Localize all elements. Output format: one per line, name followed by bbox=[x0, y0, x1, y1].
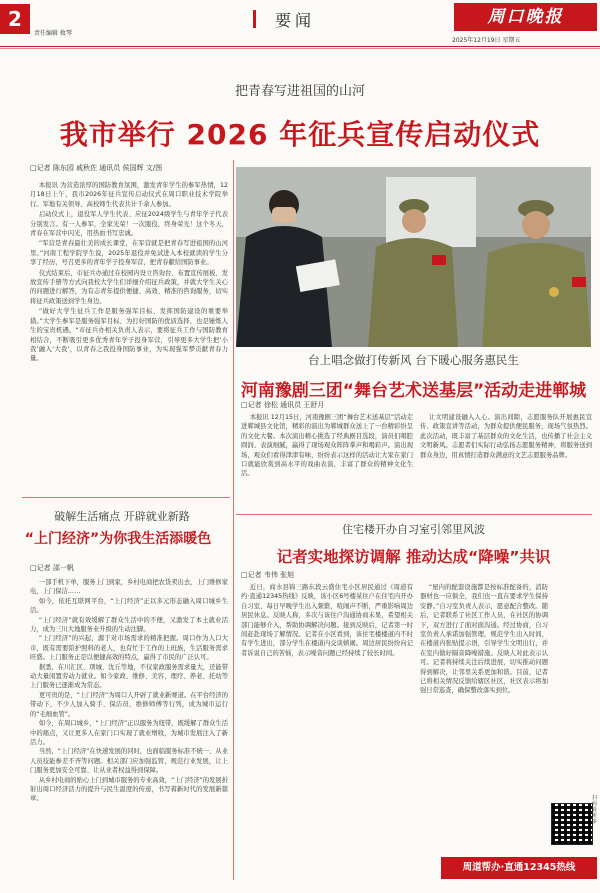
economy-paragraph: 更可贵的是，“上门经济”为周口人开辟了就业新赛道。在平台经济的带动下，不少人加入骑手、保洁员、维修师傅等行列，成为城市运行的“毛细血管”。 bbox=[30, 691, 228, 718]
economy-paragraph: 从乡村电商的贴心上门到城市服务的专业高效，“上门经济”的发展折射出周口经济活力的提升与民生温度的传递，书写着新时代的发展新篇章。 bbox=[30, 776, 228, 803]
lead-kicker: 把青春写进祖国的山河 bbox=[234, 84, 365, 99]
lead-paragraph: “做好大学生征兵工作是服务强军目标、发挥国防建设的重要举措。”大学生参军是服务强军目标、为打好国防的优质选择，也是锤炼人生的宝贵机遇。“市征兵办相关负责人表示，要将征兵工作与国防教育相结合，不断吸引更多优秀青年学子投身军营，引导更多大学生把‘小我’融入‘大我’，以青春之我投身国防事业，为实现强军梦贡献青春力量。 bbox=[30, 308, 228, 363]
interview-body-col1: 近日，商水县锦三路东段云盛住宅小区居民通过《周道有约·直通12345热线》反映，该小区6号楼某住户在住宅内开办自习室，每日早晚学生出入频繁，喧闹声不断，严重影响周边居民休息。反映人称，多次与该住户沟通协商未果，希望相关部门能够介入，帮助协调解决问题。接到反映后，记者第一时间赶赴现场了解情况。记者在小区看到，该住宅楼楼道内不时有学生进出，部分学生在楼道内交谈嬉闹。周边居民纷纷向记者诉说自己的苦恼，表示噪音问题已经持续了较长时间。 bbox=[241, 584, 413, 657]
economy-byline: □记者 邵一帆 bbox=[30, 564, 74, 572]
lead-body bbox=[30, 181, 228, 493]
photo-illustration bbox=[236, 167, 591, 347]
economy-paragraph: “上门经济”的兴起，源于对市场需求的精准把握。周口作为人口大市，既有需要陪护照料的老人，也有忙于工作的上班族，生活服务需求旺盛。上门服务正是以便捷高效的特点，赢得了市民的广泛认可。 bbox=[30, 635, 228, 662]
economy-headline: “上门经济”为你我生活添暖色 bbox=[24, 531, 212, 547]
section-title: 要闻 bbox=[275, 11, 316, 30]
opera-kicker: 台上唱念做打传新风 台下暖心服务惠民生 bbox=[308, 353, 519, 367]
section-divider bbox=[236, 514, 592, 515]
economy-kicker: 破解生活痛点 开辟就业新路 bbox=[54, 510, 190, 523]
photo-caption: 征兵宣传活动现场 bbox=[530, 368, 579, 375]
interview-body-col2: “屋内的配套设施都是按标准配备的，消防器材也一应俱全，我们也一直在要求学生保持安静。”自习室负责人表示，愿意配合整改。随后，记者联系了社区工作人员，在社区的协调下，双方进行了面对面沟通。经过协商，自习室负责人承诺加强管理，规范学生出入时间，在楼道内张贴提示语，引导学生文明出行，并在室内做好隔音降噪措施。反映人对此表示认可。记者将持续关注后续进展，切实推动问题得到解决，让邻里关系更加和谐。目前，记者已将相关情况反馈给辖区社区，社区表示将加强日常巡查，确保整改落实到位。 bbox=[420, 584, 548, 695]
qr-label: 扫码看更多 bbox=[592, 795, 598, 825]
masthead-rule-secondary bbox=[0, 48, 600, 49]
lead-paragraph: 仪式结束后，市征兵办通过在校园内设立咨询台、布置宣传展板、发放宣传手册等方式向我校大学生们详细介绍征兵政策，并就大学生关心的问题进行解答，为有志青年提供便捷、高效、精准的咨询服务，切实将征兵政策送到学生身边。 bbox=[30, 269, 228, 305]
lead-photo bbox=[236, 167, 591, 377]
opera-body-col1: 本报讯 12月15日，河南豫剧三团“舞台艺术送基层”活动走进郸城县文化馆，精彩的演出为郸城群众送上了一台精彩纷呈的文化大餐。本次演出精心挑选了经典剧目选段，演员们唱腔圆润、表演细腻，赢得了现场观众阵阵掌声和喝彩声。演出现场，观众们看得津津有味，纷纷表示这样的活动让大家在家门口就能欣赏到高水平的戏曲表演，丰富了群众的精神文化生活。 bbox=[241, 414, 413, 478]
economy-paragraph: 如今，在周口城乡，“上门经济”正以服务为纽带，既缓解了群众生活中的痛点，又让更多人在家门口实现了就业增收，为城市发展注入了新活力。 bbox=[30, 720, 228, 746]
masthead-rule bbox=[0, 46, 600, 47]
opera-body-col2: 让文明建设融入人心。演出间隙，志愿服务队开展惠民宣传、政策宣讲等活动，为群众提供便民服务，现场气氛热烈。此次活动，既丰富了基层群众的文化生活，也传播了社会主义文明新风。志愿者们实际行动弘扬志愿服务精神，将服务送到群众身边，用真情打造群众满意的文艺志愿服务品牌。 bbox=[420, 414, 592, 459]
column-divider bbox=[233, 160, 234, 880]
interview-headline: 记者实地探访调解 推动达成“降噪”共识 bbox=[276, 548, 551, 566]
page-editor: 责任编辑 攸琴 bbox=[34, 30, 72, 37]
economy-paragraph: “上门经济”就有效缓解了群众生活中的不便，又激发了本土就业活力，成为三川大地服务业升级的生动注脚。 bbox=[30, 616, 228, 634]
opera-headline: 河南豫剧三团“舞台艺术送基层”活动走进郸城 bbox=[240, 381, 587, 401]
economy-paragraph: 一部手机下单，服务上门到家，乡村电商把农货卖出去，上门维修家电，上门保洁…… bbox=[30, 579, 228, 596]
issue-date: 2025年12月19日 星期五 bbox=[452, 37, 521, 44]
interview-kicker: 住宅楼开办自习室引邻里风波 bbox=[342, 523, 485, 536]
lead-paragraph: 本报讯 为营造浓厚的国防教育氛围，激发青年学生的参军热情，12月18日上午，我市2026年征兵宣传启动仪式在周口职业技术学院举行。军地有关领导、高校师生代表共计千余人参加。 bbox=[30, 182, 228, 208]
interview-byline: □记者 韦伟 张旭 bbox=[241, 571, 295, 579]
lead-paragraph: “军营是青春最壮美的成长课堂，在军营就是把青春写进祖国的山河里。”河南工程学院学生说，2025年退役并免试进入本校就读的学生分享了经历，号召更多的青年学子投身军营，把青春献给国防事业。 bbox=[30, 240, 228, 267]
hotline-banner: 周道帮办·直通12345热线 bbox=[441, 857, 597, 879]
economy-paragraph: 当然，“上门经济”在快速发展的同时，也面临服务标准不统一、从业人员技能参差不齐等问题。相关部门应加强监管，规范行业发展，让上门服务更加安全可靠、让从业者权益得到保障。 bbox=[30, 748, 228, 775]
lead-headline: 我市举行 2026 年征兵宣传启动仪式 bbox=[59, 118, 541, 151]
opera-byline: □记者 徐松 通讯员 王舒月 bbox=[241, 401, 325, 409]
lead-paragraph: 启动仪式上，退役军人学生代表、应征2024级学生与青年学子代表分别发言。有一人参军，全家光荣！一次服役，终身荣光！这个冬天，青春在军营中闪光，用热血书写忠诚。 bbox=[30, 211, 228, 238]
lead-byline: □记者 陈东园 戚秋佐 通讯员 侯国辉 文/图 bbox=[30, 164, 163, 172]
page-number: 2 bbox=[0, 4, 30, 34]
section-divider bbox=[22, 497, 230, 498]
economy-body bbox=[30, 578, 228, 878]
economy-paragraph: 如今，依托互联网平台，“上门经济”正以多元形态融入周口城乡生活。 bbox=[30, 597, 228, 615]
qr-code[interactable] bbox=[551, 803, 593, 845]
economy-paragraph: 据悉，在川汇区、项城、沈丘等地，不仅家政服务需求量大，还能带动大量闲置劳动力就业。如今家政、维修、美容、理疗、养老、托幼等上门服务已逐渐成为常态。 bbox=[30, 663, 228, 690]
newspaper-logo: 周口晚报 bbox=[454, 3, 597, 31]
section-marker bbox=[253, 10, 256, 28]
